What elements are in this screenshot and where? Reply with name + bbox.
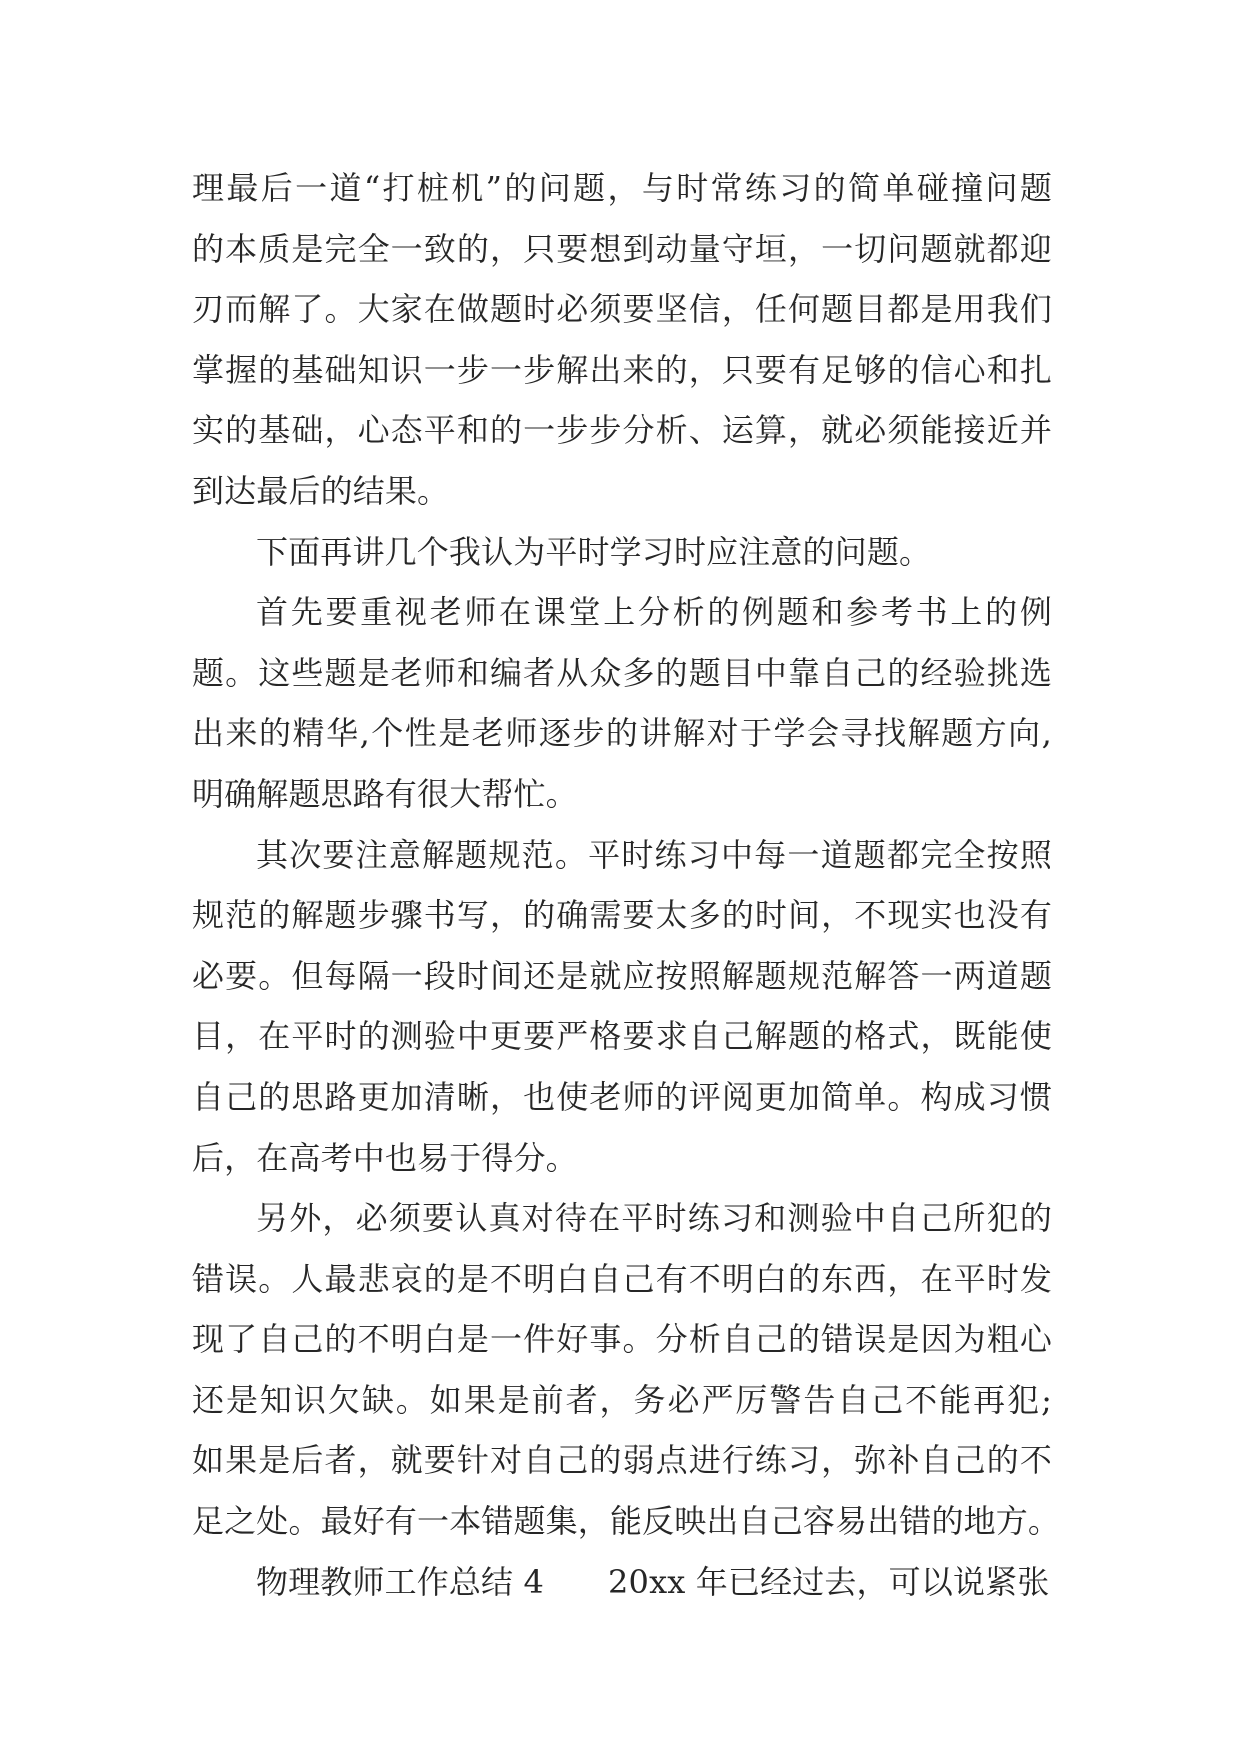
paragraph-line: 明确解题思路有很大帮忙。 <box>192 774 578 813</box>
final-line <box>192 1552 1052 1613</box>
paragraph-line: 实的基础，心态平和的一步步分析、运算，就必须能接近并 <box>192 411 1052 450</box>
paragraph-line: 还是知识欠缺。如果是前者，务必严厉警告自己不能再犯; <box>192 1380 1052 1419</box>
paragraph-line: 错误。人最悲哀的是不明白自己有不明白的东西，在平时发 <box>192 1259 1052 1298</box>
paragraph-line: 必要。但每隔一段时间还是就应按照解题规范解答一两道题 <box>192 956 1052 995</box>
paragraph-line: 下面再讲几个我认为平时学习时应注意的问题。 <box>256 532 932 571</box>
paragraph-line: 足之处。最好有一本错题集，能反映出自己容易出错的地方。 <box>192 1502 1061 1541</box>
paragraph-line: 如果是后者，就要针对自己的弱点进行练习，弥补自己的不 <box>192 1441 1052 1480</box>
paragraph-line: 其次要注意解题规范。平时练习中每一道题都完全按照 <box>256 835 1052 874</box>
paragraph-line: 现了自己的不明白是一件好事。分析自己的错误是因为粗心 <box>192 1320 1052 1359</box>
paragraph-line: 另外，必须要认真对待在平时练习和测验中自己所犯的 <box>256 1199 1052 1238</box>
section-heading: 物理教师工作总结 4 <box>256 1562 545 1601</box>
paragraph-line: 后，在高考中也易于得分。 <box>192 1138 578 1177</box>
paragraph-line: 刃而解了。大家在做题时必须要坚信，任何题目都是用我们 <box>192 290 1052 329</box>
paragraph-line: 自己的思路更加清晰，也使老师的评阅更加简单。构成习惯 <box>192 1077 1052 1116</box>
paragraph-line: 的本质是完全一致的，只要想到动量守垣，一切问题就都迎 <box>192 229 1052 268</box>
paragraph-line: 出来的精华,个性是老师逐步的讲解对于学会寻找解题方向, <box>192 714 1052 753</box>
paragraph-line: 到达最后的结果。 <box>192 471 450 510</box>
document-body <box>192 158 1061 1612</box>
paragraph-line: 目，在平时的测验中更要严格要求自己解题的格式，既能使 <box>192 1017 1052 1056</box>
paragraph-line: 首先要重视老师在课堂上分析的例题和参考书上的例 <box>256 593 1052 632</box>
section-text: 20xx 年已经过去，可以说紧张 <box>608 1562 1050 1601</box>
paragraph-line: 掌握的基础知识一步一步解出来的，只要有足够的信心和扎 <box>192 350 1052 389</box>
paragraph-line: 规范的解题步骤书写，的确需要太多的时间，不现实也没有 <box>192 896 1052 935</box>
paragraph-line: 题。这些题是老师和编者从众多的题目中靠自己的经验挑选 <box>192 653 1052 692</box>
paragraph-line: 理最后一道“打桩机”的问题，与时常练习的简单碰撞问题 <box>192 169 1052 207</box>
